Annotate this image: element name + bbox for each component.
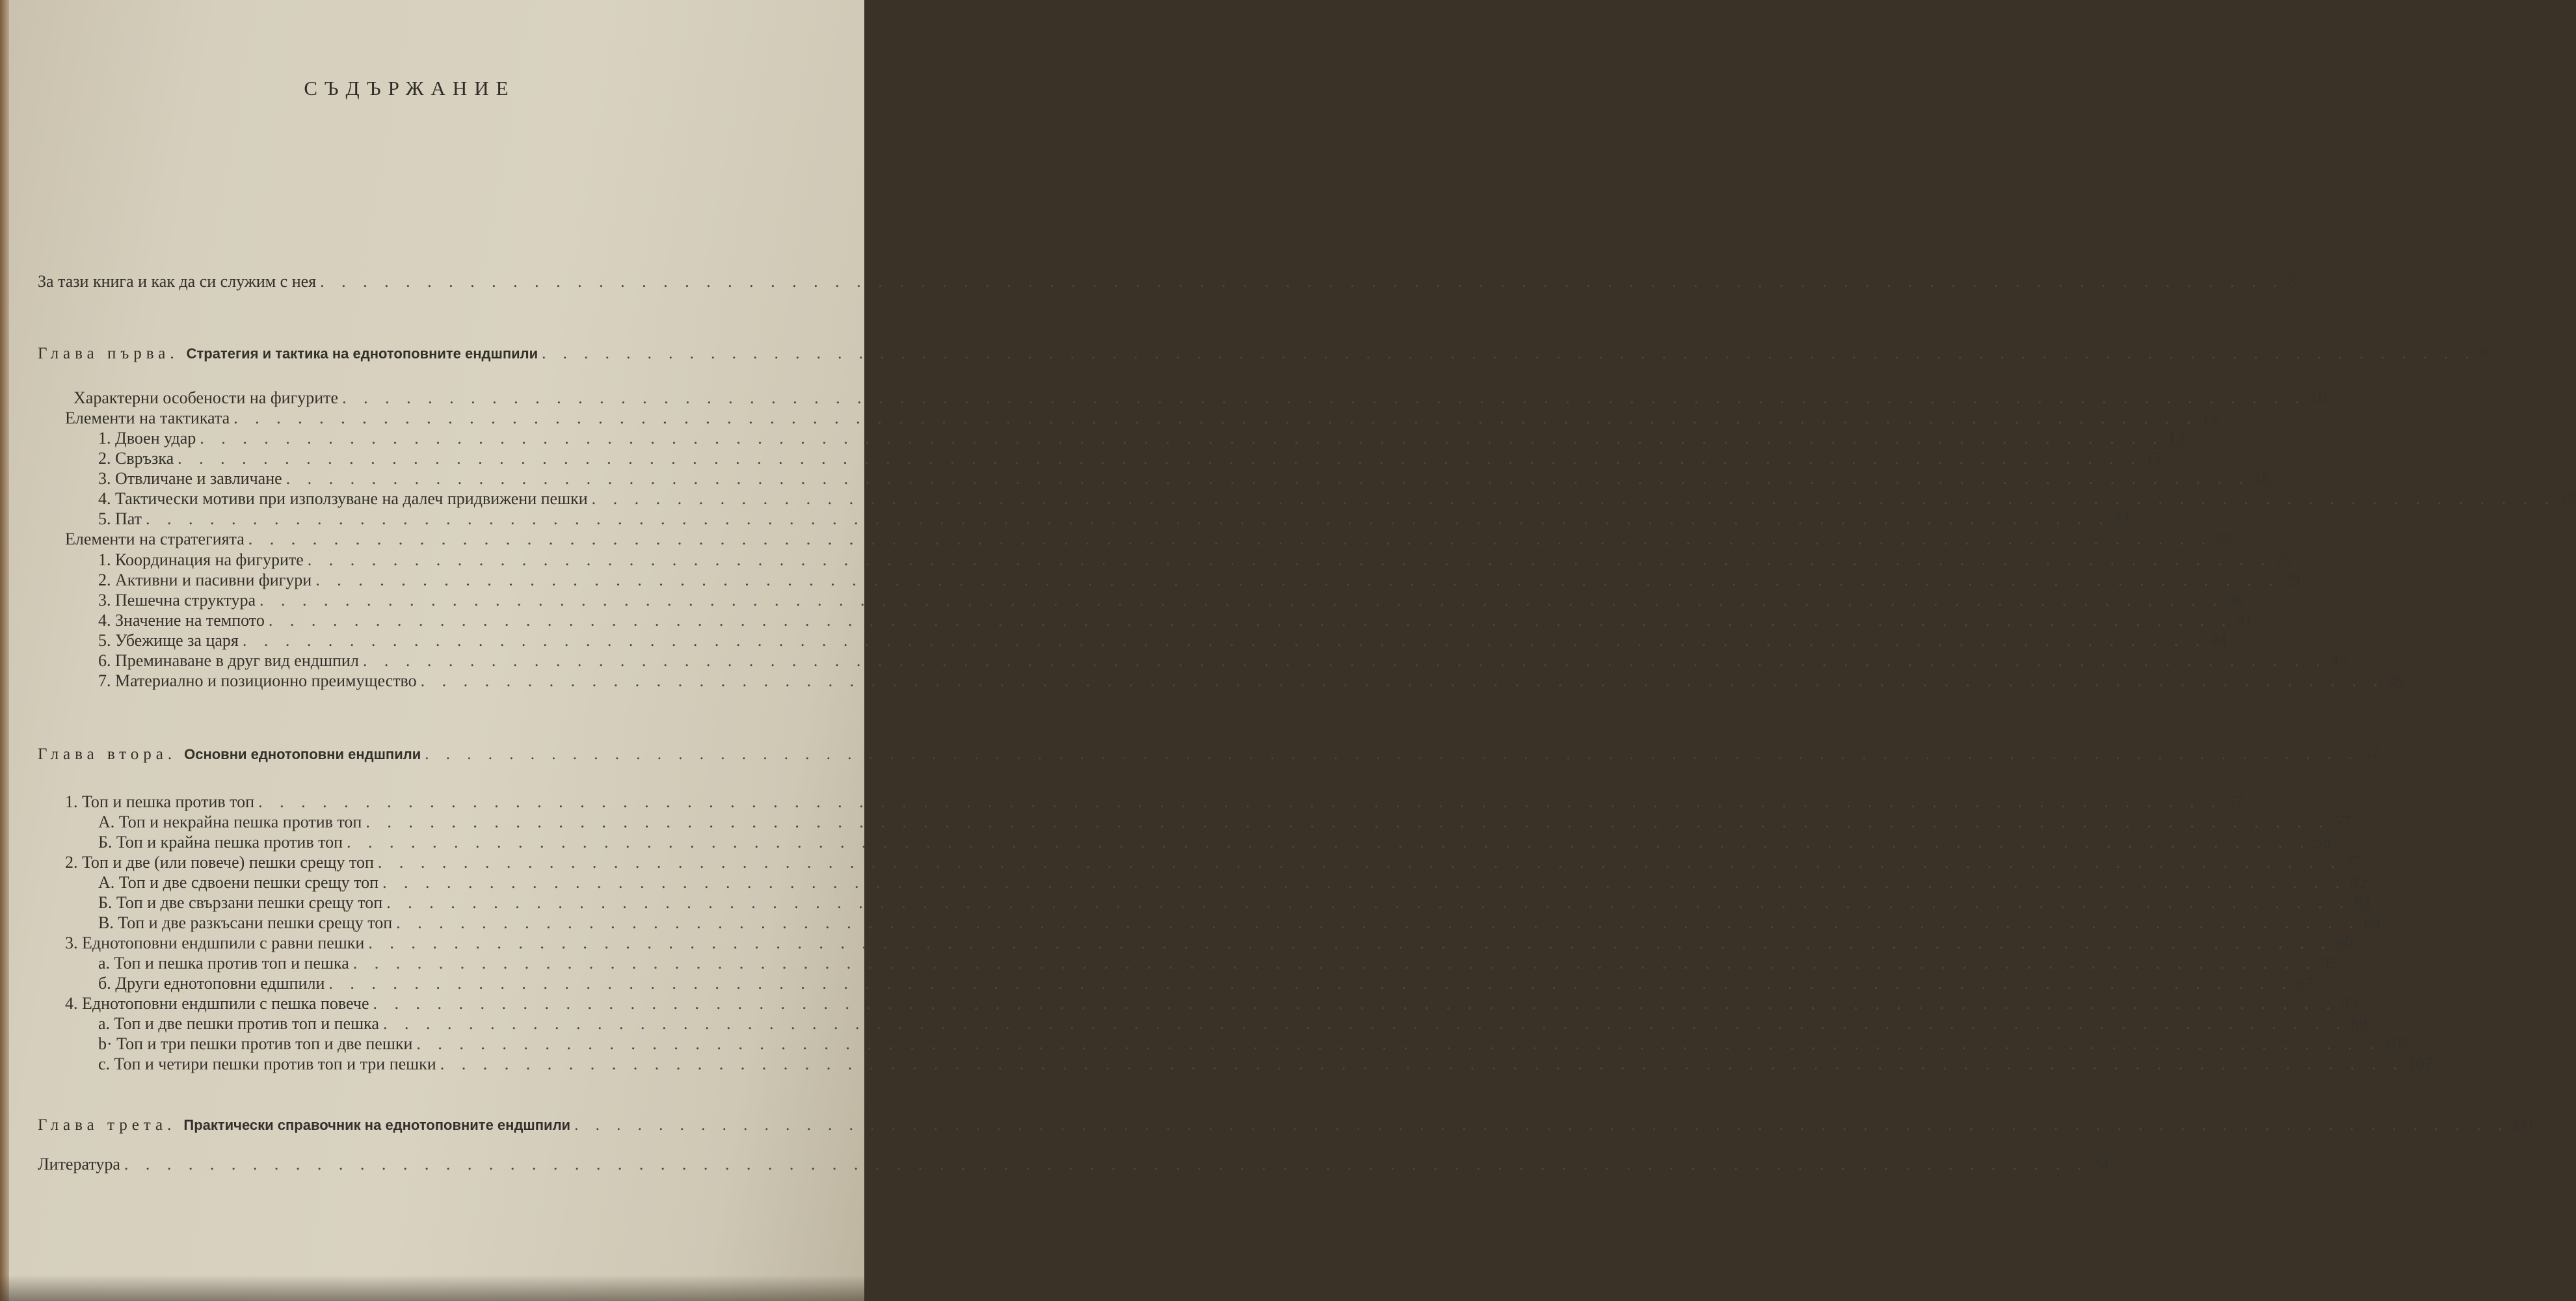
page-number: 10	[2309, 388, 2327, 407]
dot-leader: . . . . . . . . . . . . . . . . . . . . . . . . . . . . . . . . . . . . . . . . . . . . . . . . . . . . . . . . . . . . . . . . . . . . . . . . . . . . . . . . . . . . . . . . . . . .	[320, 272, 2284, 291]
toc-entry	[98, 812, 2350, 832]
toc-entry-label: 2. Свръзка	[98, 449, 174, 468]
chapter-number: Глава втора.	[38, 745, 177, 763]
toc-entry-label: 4. Еднотоповни ендшпили с пешка повече	[65, 994, 369, 1013]
toc-entry-label: 3. Пешечна структура	[98, 591, 256, 610]
dot-leader: . . . . . . . . . . . . . . . . . . . . . . . . . . . . . . . . . . . . . . . . . . . . . . . . . . . . . . . . . . . . . . . . . . . . . . . . . . . . . . . . . . . . . . . . . . . .	[440, 1054, 2404, 1073]
toc-entry-label: 4. Значение на темпото	[98, 611, 265, 630]
toc-entry	[73, 388, 2327, 408]
toc-entry	[98, 591, 2244, 610]
dot-leader: . . . . . . . . . . . . . . . . . . . . . . . . . . . . . . . . . . . . . . . . . . . . . . . . . . . . . . . . . . . . . . . . . . . . . . . . . . . . . . . . . . . . . . . . . . . .	[233, 409, 2198, 427]
page-number: 22	[2113, 509, 2131, 528]
page-number: 82	[2350, 873, 2367, 892]
page-number: 3	[2287, 272, 2296, 291]
page-number: 97	[2296, 974, 2313, 993]
page-number: 107	[2408, 1054, 2434, 1073]
page-title: СЪДЪРЖАНИЕ	[304, 77, 516, 100]
toc-entry-label: За тази книга и как да си служим с нея	[38, 272, 317, 291]
toc-entry	[38, 272, 2296, 291]
dot-leader: . . . . . . . . . . . . . . . . . . . . . . . . . . . . . . . . . . . . . . . . . . . . . . . . . . . . . . . . . . . . . . . . . . . . . . . . . . . . . . . . . . . . . . . . . . . .	[347, 833, 2311, 852]
toc-entry	[98, 651, 2348, 671]
dot-leader: . . . . . . . . . . . . . . . . . . . . . . . . . . . . . . . . . . . . . . . . . . . . . . . . . . . . . . . . . . . . . . . . . . . . . . . . . . . . . . . . . . . . . . . . . . . .	[315, 570, 2279, 589]
dot-leader: . . . . . . . . . . . . . . . . . . . . . . . . . . . . . . . . . . . . . . . . . . . . . . . . . . . . . . . . . . . . . . . . . . . . . . . . . . . . . . . . . . . . . . . . . . . .	[365, 812, 2330, 831]
toc-entry	[65, 853, 2363, 872]
toc-entry	[98, 611, 2253, 630]
toc-entry	[98, 954, 2338, 973]
toc-entry	[38, 745, 2379, 764]
toc-entry-label: 3. Отвличане и завличане	[98, 469, 282, 488]
toc-entry-label: 3. Еднотоповни ендшпили с равни пешки	[65, 933, 365, 952]
toc-entry	[98, 570, 2300, 590]
chapter-title: Основни еднотоповни ендшпили	[184, 746, 421, 762]
toc-entry-label	[38, 745, 421, 764]
page-number: 49	[2388, 671, 2406, 690]
chapter-title: Практически справочник на еднотоповните ендшпили	[183, 1117, 571, 1133]
page-number: 57	[2362, 745, 2379, 763]
toc-entry	[98, 631, 2227, 650]
toc-entry-label: b· Топ и три пешки против топ и две пешки	[98, 1034, 413, 1053]
toc-entry	[98, 1054, 2434, 1074]
dot-leader: . . . . . . . . . . . . . . . . . . . . . . . . . . . . . . . . . . . . . . . . . . . . . . . . . . . . . . . . . . . . . . . . . . . . . . . . . . . . . . . . . . . . . . . . . . . .	[146, 509, 2110, 528]
dot-leader: . . . . . . . . . . . . . . . . . . . . . . . . . . . . . . . . . . . . . . . . . . . . . . . . . . . . . . . . . . . . . . . . . . . . . . . . . . . . . . . . . . . . . . . . . . . .	[420, 671, 2385, 690]
toc-entry-label: 5. Пат	[98, 509, 142, 528]
dot-leader: . . . . . . . . . . . . . . . . . . . . . . . . . . . . . . . . . . . . . . . . . . . . . . . . . . . . . . . . . . . . . . . . . . . . . . . . . . . . . . . . . . . . . . . . . . . .	[258, 792, 2222, 811]
dot-leader: . . . . . . . . . . . . . . . . . . . . . . . . . . . . . . . . . . . . . . . . . . . . . . . . . . . . . . . . . . . . . . . . . . . . . . . . . . . . . . . . . . . . . . . . . . . .	[352, 954, 2317, 972]
dot-leader: . . . . . . . . . . . . . . . . . . . . . . . . . . . . . . . . . . . . . . . . . . . . . . . . . . . . . . . . . . . . . . . . . . . . . . . . . . . . . . . . . . . . . . . . . . . .	[342, 388, 2306, 407]
toc-entry	[98, 1014, 2368, 1034]
dot-leader: . . . . . . . . . . . . . . . . . . . . . . . . . . . . . . . . . . . . . . . . . . . . . . . . . . . . . . . . . . . . . . . . . . . . . . . . . . . . . . . . . . . . . . . . . . . .	[200, 429, 2164, 448]
toc-entry-label: Елементи на стратегията	[65, 530, 245, 548]
chapter-number: Глава първа.	[38, 345, 179, 362]
dot-leader: . . . . . . . . . . . . . . . . . . . . . . . . . . . . . . . . . . . . . . . . . . . . . . . . . . . . . . . . . . . . . . . . . . . . . . . . . . . . . . . . . . . . . . . . . . . .	[425, 745, 2359, 763]
toc-entry	[38, 1155, 2118, 1174]
page-number: 13	[2167, 429, 2184, 448]
page-number: 45	[2330, 651, 2348, 670]
toc-entry-label: 7. Материално и позиционно преимущество	[98, 671, 417, 690]
toc-entry-label: Литература	[38, 1155, 120, 1174]
page-number: 9	[2479, 345, 2488, 362]
toc-entry	[98, 489, 2576, 509]
page-number: 17	[2145, 449, 2162, 468]
page-number: 84	[2363, 913, 2381, 932]
toc-entry-label: 1. Топ и пешка против топ	[65, 792, 255, 811]
dot-leader: . . . . . . . . . . . . . . . . . . . . . . . . . . . . . . . . . . . . . . . . . . . . . . . . . . . . . . . . . . . . . . . . . . . . . . . . . . . . . . . . . . . . . . . . . . . .	[396, 913, 2360, 932]
page-number: 111	[2512, 1116, 2536, 1134]
toc-entry	[98, 671, 2406, 691]
page-number: 77	[2345, 853, 2363, 872]
toc-entry	[65, 994, 2357, 1013]
toc-entry	[65, 530, 2233, 549]
toc-entry-label: Характерни особености на фигурите	[73, 388, 339, 407]
toc-entry	[98, 913, 2381, 933]
toc-entry	[98, 449, 2162, 468]
toc-entry	[98, 550, 2292, 570]
chapter-number: Глава трета.	[38, 1116, 176, 1134]
dot-leader: . . . . . . . . . . . . . . . . . . . . . . . . . . . . . . . . . . . . . . . . . . . . . . . . . . . . . . . . . . . . . . . . . . . . . . . . . . . . . . . . . . . . . . . . . . . .	[574, 1116, 2508, 1134]
chapter-title: Стратегия и тактика на еднотоповните ендшпили	[186, 345, 538, 362]
toc-entry-label: 1. Координация на фигурите	[98, 550, 304, 569]
dot-leader: . . . . . . . . . . . . . . . . . . . . . . . . . . . . . . . . . . . . . . . . . . . . . . . . . . . . . . . . . . . . . . . . . . . . . . . . . . . . . . . . . . . . . . . . . . . .	[248, 530, 2212, 548]
toc-entry-label: Б. Топ и крайна пешка против топ	[98, 833, 343, 852]
toc-entry	[98, 509, 2131, 529]
dot-leader: . . . . . . . . . . . . . . . . . . . . . . . . . . . . . . . . . . . . . . . . . . . . . . . . . . . . . . . . . . . . . . . . . . . . . . . . . . . . . . . . . . . . . . . . . . . .	[362, 651, 2327, 670]
dot-leader: . . . . . . . . . . . . . . . . . . . . . . . . . . . . . . . . . . . . . . . . . . . . . . . . . . . . . . . . . . . . . . . . . . . . . . . . . . . . . . . . . . . . . . . . . . . .	[377, 853, 2342, 872]
page-number: 83	[2354, 893, 2371, 912]
toc-entry-label: Б. Топ и две свързани пешки срещу топ	[98, 893, 383, 912]
page-number: 36	[2227, 591, 2244, 610]
dot-leader: . . . . . . . . . . . . . . . . . . . . . . . . . . . . . . . . . . . . . . . . . . . . . . . . . . . . . . . . . . . . . . . . . . . . . . . . . . . . . . . . . . . . . . . . . . . .	[328, 974, 2292, 993]
dot-leader: . . . . . . . . . . . . . . . . . . . . . . . . . . . . . . . . . . . . . . . . . . . . . . . . . . . . . . . . . . . . . . . . . . . . . . . . . . . . . . . . . . . . . . . . . . . .	[591, 489, 2556, 508]
toc-entry	[98, 1034, 2410, 1054]
dot-leader: . . . . . . . . . . . . . . . . . . . . . . . . . . . . . . . . . . . . . . . . . . . . . . . . . . . . . . . . . . . . . . . . . . . . . . . . . . . . . . . . . . . . . . . . . . . .	[259, 591, 2224, 610]
dot-leader: . . . . . . . . . . . . . . . . . . . . . . . . . . . . . . . . . . . . . . . . . . . . . . . . . . . . . . . . . . . . . . . . . . . . . . . . . . . . . . . . . . . . . . . . . . . .	[382, 873, 2346, 892]
dot-leader: . . . . . . . . . . . . . . . . . . . . . . . . . . . . . . . . . . . . . . . . . . . . . . . . . . . . . . . . . . . . . . . . . . . . . . . . . . . . . . . . . . . . . . . . . . . .	[373, 994, 2337, 1013]
dot-leader: . . . . . . . . . . . . . . . . . . . . . . . . . . . . . . . . . . . . . . . . . . . . . . . . . . . . . . . . . . . . . . . . . . . . . . . . . . . . . . . . . . . . . . . . . . . .	[268, 611, 2233, 630]
toc-entry	[38, 345, 2488, 363]
dot-leader: . . . . . . . . . . . . . . . . . . . . . . . . . . . . . . . . . . . . . . . . . . . . . . . . . . . . . . . . . . . . . . . . . . . . . . . . . . . . . . . . . . . . . . . . . . . .	[124, 1155, 2088, 1174]
toc-entry-label: 6. Преминаване в друг вид ендшпил	[98, 651, 359, 670]
toc-entry-label: Елементи на тактиката	[65, 409, 230, 427]
toc-entry-label: 4. Тактически мотиви при използуване на далеч придвижени пешки	[98, 489, 588, 508]
toc-entry-label: 5. Убежище за царя	[98, 631, 239, 650]
toc-entry	[38, 1116, 2536, 1134]
toc-entry	[98, 429, 2184, 448]
toc-entry	[98, 974, 2313, 993]
toc-entry-label: 1. Двоен удар	[98, 429, 196, 448]
page-number: 41	[2236, 611, 2253, 630]
page-number: 105	[2383, 1034, 2410, 1053]
toc-entry-label: б. Други еднотоповни едшпили	[98, 974, 325, 993]
page-number: 25	[2275, 550, 2292, 569]
page-number: 90	[2335, 933, 2353, 952]
toc-entry	[65, 409, 2218, 428]
page-number: 58	[2314, 833, 2331, 852]
toc-entry-label: В. Топ и две разкъсани пешки срещу топ	[98, 913, 393, 932]
dot-leader: . . . . . . . . . . . . . . . . . . . . . . . . . . . . . . . . . . . . . . . . . . . . . . . . . . . . . . . . . . . . . . . . . . . . . . . . . . . . . . . . . . . . . . . . . . . .	[368, 933, 2332, 952]
page-number: 95	[2320, 954, 2338, 972]
toc-entry-label: А. Топ и две сдвоени пешки срещу топ	[98, 873, 379, 892]
page-number: 44	[2210, 631, 2227, 650]
page-number: 18	[2253, 469, 2271, 488]
dot-leader: . . . . . . . . . . . . . . . . . . . . . . . . . . . . . . . . . . . . . . . . . . . . . . . . . . . . . . . . . . . . . . . . . . . . . . . . . . . . . . . . . . . . . . . . . . . .	[382, 1014, 2347, 1033]
toc-entry	[98, 893, 2371, 913]
page-number: 13	[2201, 409, 2218, 427]
dot-leader: . . . . . . . . . . . . . . . . . . . . . . . . . . . . . . . . . . . . . . . . . . . . . . . . . . . . . . . . . . . . . . . . . . . . . . . . . . . . . . . . . . . . . . . . . . . .	[242, 631, 2207, 650]
toc-entry-label: 2. Топ и две (или повече) пешки срещу топ	[65, 853, 374, 872]
toc-entry	[65, 933, 2353, 953]
page-number: 25	[2216, 530, 2233, 548]
toc-entry	[98, 873, 2367, 892]
dot-leader: . . . . . . . . . . . . . . . . . . . . . . . . . . . . . . . . . . . . . . . . . . . . . . . . . . . . . . . . . . . . . . . . . . . . . . . . . . . . . . . . . . . . . . . . . . . .	[285, 469, 2250, 488]
page-number: 245	[2091, 1155, 2118, 1174]
toc-entry	[98, 833, 2331, 852]
toc-entry-label	[38, 1116, 570, 1134]
toc-entry-label	[38, 345, 538, 363]
toc-entry-label: А. Топ и некрайна пешка против топ	[98, 812, 362, 831]
toc-entry-label: a. Топ и две пешки против топ и пешка	[98, 1014, 379, 1033]
dot-leader: . . . . . . . . . . . . . . . . . . . . . . . . . . . . . . . . . . . . . . . . . . . . . . . . . . . . . . . . . . . . . . . . . . . . . . . . . . . . . . . . . . . . . . . . . . . .	[386, 893, 2350, 912]
page-number: 19	[2559, 489, 2576, 508]
toc-entry-label: c. Топ и четири пешки против топ и три пешки	[98, 1054, 436, 1073]
page-number: 57	[2333, 812, 2350, 831]
dot-leader: . . . . . . . . . . . . . . . . . . . . . . . . . . . . . . . . . . . . . . . . . . . . . . . . . . . . . . . . . . . . . . . . . . . . . . . . . . . . . . . . . . . . . . . . . . . .	[416, 1034, 2380, 1053]
page-number: 29	[2283, 570, 2300, 589]
page-number: 57	[2225, 792, 2243, 811]
toc-entry	[65, 792, 2243, 812]
page-number: 89	[2350, 1014, 2368, 1033]
toc-entry-label: а. Топ и пешка против топ и пешка	[98, 954, 349, 972]
toc-entry-label: 2. Активни и пасивни фигури	[98, 570, 312, 589]
dot-leader: . . . . . . . . . . . . . . . . . . . . . . . . . . . . . . . . . . . . . . . . . . . . . . . . . . . . . . . . . . . . . . . . . . . . . . . . . . . . . . . . . . . . . . . . . . . .	[542, 345, 2476, 362]
page-number: 95	[2340, 994, 2357, 1013]
dot-leader: . . . . . . . . . . . . . . . . . . . . . . . . . . . . . . . . . . . . . . . . . . . . . . . . . . . . . . . . . . . . . . . . . . . . . . . . . . . . . . . . . . . . . . . . . . . .	[178, 449, 2142, 468]
toc-entry	[98, 469, 2271, 489]
dot-leader: . . . . . . . . . . . . . . . . . . . . . . . . . . . . . . . . . . . . . . . . . . . . . . . . . . . . . . . . . . . . . . . . . . . . . . . . . . . . . . . . . . . . . . . . . . . .	[307, 550, 2272, 569]
